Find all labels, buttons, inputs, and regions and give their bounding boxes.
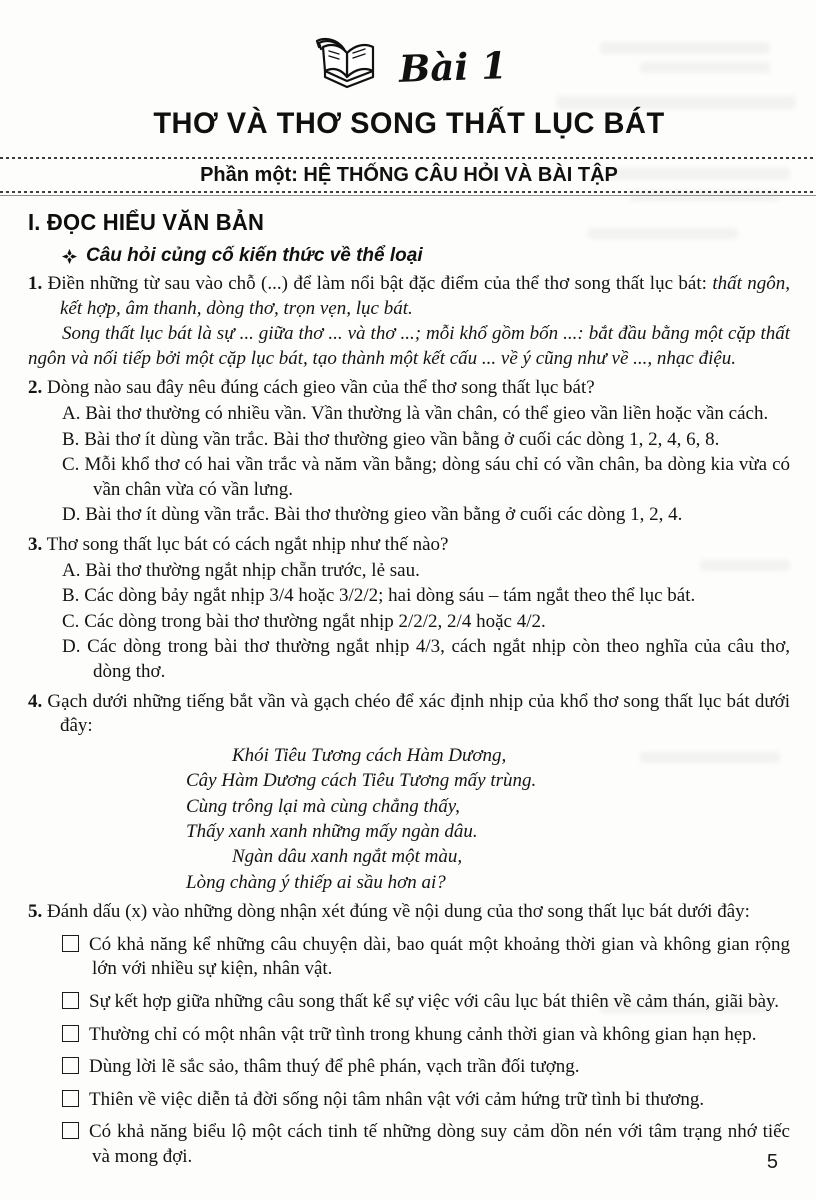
question-2-prompt: [28, 376, 790, 401]
option-label: A.: [62, 559, 81, 581]
solid-divider: [0, 195, 816, 196]
option-text: Các dòng trong bài thơ thường ngắt nhịp 2/2/2, 2/4 hoặc 4/2.: [84, 610, 546, 632]
option-label: C.: [62, 610, 80, 632]
option-text: Các dòng bảy ngắt nhịp 3/4 hoặc 3/2/2; hai dòng sáu – tám ngắt theo thể lục bát.: [84, 585, 696, 607]
checklist-item: [62, 933, 790, 982]
option-label: B.: [62, 428, 80, 450]
question-5: [28, 900, 790, 1169]
question-3: [28, 533, 790, 685]
question-3-prompt: [28, 533, 790, 558]
lesson-header: [28, 34, 790, 100]
question-5-prompt: [28, 900, 790, 925]
page-number: 5: [766, 1151, 778, 1173]
part-banner: [28, 157, 790, 196]
option-b: [62, 584, 790, 609]
lesson-label: Bài 1: [398, 43, 508, 91]
question-number: 5.: [28, 901, 43, 923]
checklist-item-text: Dùng lời lẽ sắc sảo, thâm thuý để phê phán, vạch trần đối tượng.: [89, 1056, 580, 1078]
option-text: Bài thơ ít dùng vần trắc. Bài thơ thường gieo vần bằng ở cuối các dòng 1, 2, 4.: [85, 504, 683, 526]
option-label: B.: [62, 585, 80, 607]
option-label: A.: [62, 402, 81, 424]
question-number: 1.: [28, 273, 43, 294]
poem-line: Cùng trông lại mà cùng chẳng thấy,: [186, 795, 460, 817]
cloze-paragraph: Song thất lục bát là sự ... giữa thơ ... và thơ ...; mỗi khổ gồm bốn ...: bắt đầu bằng một cặp thất ngôn và nối tiếp bởi một cặp lục bát, tạo thành một kết cấu ... về ý cũng như về ..., nhạc điệu.: [28, 323, 790, 369]
option-text: Bài thơ thường có nhiều vần. Vần thường là vần chân, có thể gieo vần liền hoặc vần cách.: [85, 402, 769, 424]
question-number: 3.: [28, 533, 43, 555]
checklist-item: [62, 1088, 790, 1113]
option-label: D.: [62, 504, 81, 526]
question-text: Điền những từ sau vào chỗ (...) để làm nổi bật đặc điểm của thể thơ song thất lục bát:: [47, 273, 707, 294]
checkbox[interactable]: [62, 935, 79, 952]
subheading-label: Câu hỏi củng cố kiến thức về thể loại: [86, 245, 423, 266]
question-text: Đánh dấu (x) vào những dòng nhận xét đúng về nội dung của thơ song thất lục bát dưới đây:: [47, 901, 750, 923]
question-1-prompt: [28, 272, 791, 321]
dotted-divider: [0, 191, 816, 193]
question-text: Dòng nào sau đây nêu đúng cách gieo vần của thể thơ song thất lục bát?: [47, 377, 595, 399]
checklist-item: [62, 1055, 790, 1080]
section-subheading: [62, 245, 790, 267]
option-label: D.: [62, 636, 81, 658]
question-text: Gạch dưới những tiếng bắt vần và gạch chéo để xác định nhịp của khổ thơ song thất lục bát dưới đây:: [47, 690, 791, 737]
option-text: Mỗi khổ thơ có hai vần trắc và năm vần bằng; dòng sáu chỉ có vần chân, ba dòng kia vừa có vần chân vừa có vần lưng.: [84, 454, 791, 500]
question-list: [28, 272, 790, 1169]
option-d: [62, 635, 790, 684]
question-4-prompt: [28, 690, 791, 739]
option-text: Bài thơ thường ngắt nhịp chẵn trước, lẻ sau.: [85, 559, 420, 581]
option-c: [62, 610, 790, 635]
option-d: [62, 503, 790, 528]
poem-line: Thấy xanh xanh những mấy ngàn dâu.: [186, 820, 478, 842]
option-a: [62, 402, 790, 427]
option-text: Các dòng trong bài thơ thường ngắt nhịp 4/3, cách ngắt nhịp còn theo nghĩa của câu thơ, dòng thơ.: [87, 636, 790, 682]
poem-excerpt: [186, 743, 790, 895]
quadrifolium-bullet-icon: [62, 249, 77, 264]
section-heading: I. ĐỌC HIỂU VĂN BẢN: [28, 209, 265, 236]
option-c: [62, 453, 790, 502]
checkbox[interactable]: [62, 1122, 79, 1139]
option-b: [62, 428, 790, 453]
part-banner-text: Phần một: HỆ THỐNG CÂU HỎI VÀ BÀI TẬP: [200, 164, 618, 186]
checklist-item: [62, 1023, 790, 1048]
checklist-item-text: Sự kết hợp giữa những câu song thất kể sự việc với câu lục bát thiên về cảm thán, giãi bày.: [89, 990, 780, 1012]
checklist-item-text: Thường chỉ có một nhân vật trữ tình trong khung cảnh thời gian và không gian hạn hẹp.: [89, 1023, 757, 1045]
checklist-item: [62, 990, 790, 1015]
question-1: [28, 272, 790, 371]
checkbox[interactable]: [62, 1090, 79, 1107]
option-text: Bài thơ ít dùng vần trắc. Bài thơ thường gieo vần bằng ở cuối các dòng 1, 2, 4, 6, 8.: [84, 428, 720, 450]
checkbox[interactable]: [62, 1025, 79, 1042]
question-text: Thơ song thất lục bát có cách ngắt nhịp như thế nào?: [46, 533, 449, 555]
checkbox[interactable]: [62, 1057, 79, 1074]
checkbox[interactable]: [62, 992, 79, 1009]
option-label: C.: [62, 454, 80, 476]
question-number: 4.: [28, 690, 43, 712]
poem-line: Cây Hàm Dương cách Tiêu Tương mấy trùng.: [186, 770, 537, 792]
question-4: [28, 690, 790, 896]
checklist-item-text: Có khả năng biểu lộ một cách tinh tế những dòng suy cảm dồn nén với tâm trạng nhớ tiếc và mong đợi.: [89, 1121, 790, 1167]
option-a: [62, 559, 790, 584]
poem-line: Khói Tiêu Tương cách Hàm Dương,: [232, 744, 507, 766]
checklist-item-text: Có khả năng kể những câu chuyện dài, bao quát một khoảng thời gian và không gian rộng lớn với nhiều sự kiện, nhân vật.: [89, 933, 790, 980]
page-title: THƠ VÀ THƠ SONG THẤT LỤC BÁT: [153, 107, 665, 141]
checklist-item: [62, 1120, 790, 1169]
poem-line: Lòng chàng ý thiếp ai sầu hơn ai?: [186, 871, 446, 893]
poem-line: Ngàn dâu xanh ngắt một màu,: [232, 846, 463, 868]
checklist-item-text: Thiên về việc diễn tả đời sống nội tâm nhân vật với cảm hứng trữ tình bi thương.: [89, 1088, 705, 1110]
question-2: [28, 376, 790, 528]
word-bank: thất ngôn, kết hợp, âm thanh, dòng thơ, trọn vẹn, lục bát.: [60, 273, 791, 319]
open-book-icon: [311, 37, 385, 98]
question-number: 2.: [28, 377, 43, 399]
